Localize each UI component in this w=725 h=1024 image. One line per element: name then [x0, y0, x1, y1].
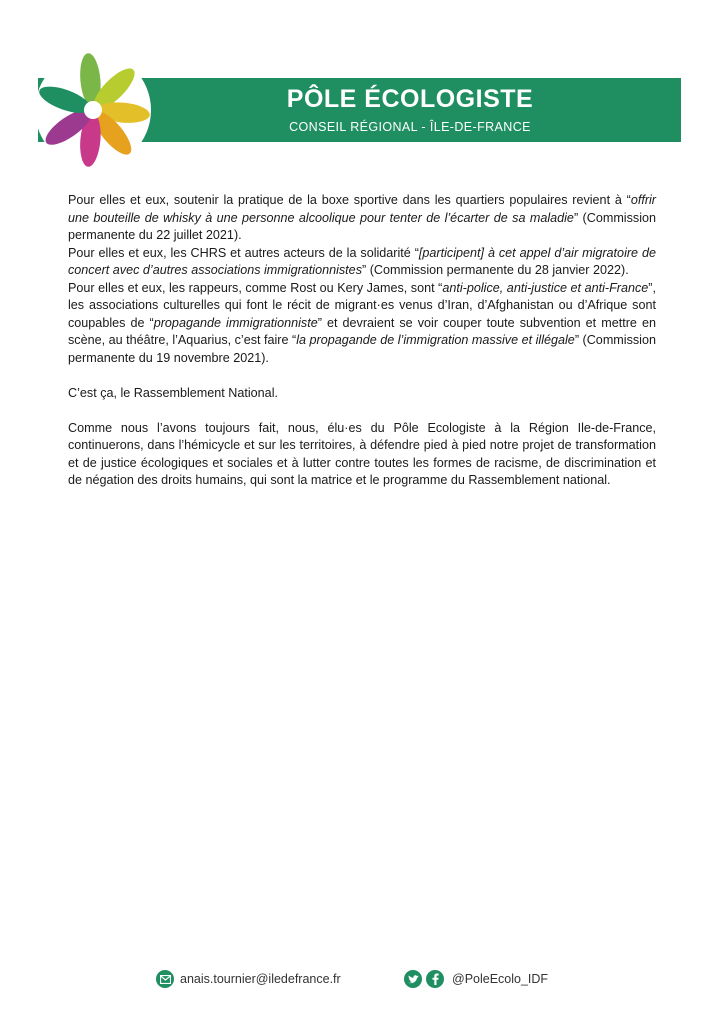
header-title: PÔLE ÉCOLOGISTE	[286, 85, 534, 113]
quote: propagande immigrationniste	[153, 315, 318, 330]
quote: offrir une bouteille de whisky à une personne alcoolique pour tenter de l’écarter de sa maladie	[68, 193, 656, 225]
facebook-icon[interactable]	[426, 970, 444, 988]
footer-email-group	[156, 970, 341, 988]
quote: anti-police, anti-justice et anti-France	[442, 280, 649, 295]
quote: [participent] à cet appel d’air migratoire de concert avec d’autres associations immigrationnistes	[68, 245, 656, 277]
quote: la propagande de l’immigration massive et illégale	[296, 333, 575, 347]
document-body	[68, 192, 656, 490]
flower-logo-icon	[28, 48, 158, 172]
paragraph-rappers: Pour elles et eux, les rappeurs, comme Rost ou Kery James, sont “anti-police, anti-justice et anti-France”, les associations culturelles qui font le récit de migrant·es venus d’Iran, d’Afghanistan ou d’Afrique sont coupables de “propagande immigrationniste” et devraient se voir couper toute subvention et mettre en scène, au théâtre, l’Aquarius, c’est faire “la propagande de l’immigration massive et illégale” (Commission permanente du 19 novembre 2021).	[68, 280, 656, 365]
paragraph-chrs: Pour elles et eux, les CHRS et autres acteurs de la solidarité “[participent] à cet appel d’air migratoire de concert avec d’autres associations immigrationnistes” (Commission permanente du 28 janvier 2022).	[68, 245, 656, 277]
footer-email[interactable]: anais.tournier@iledefrance.fr	[180, 972, 341, 986]
header-subtitle: CONSEIL RÉGIONAL - ÎLE-DE-FRANCE	[289, 120, 531, 134]
paragraph-conclusion: Comme nous l’avons toujours fait, nous, élu·es du Pôle Ecologiste à la Région Ile-de-France, continuerons, dans l’hémicycle et sur les territoires, à défendre pied à pied notre projet de transformation et de justice écologiques et sociales et à lutter contre toutes les formes de racisme, de discrimination et de négation des droits humains, qui sont la matrice et le programme du Rassemblement national.	[68, 420, 656, 487]
mail-icon	[156, 970, 174, 988]
paragraph-boxing: Pour elles et eux, soutenir la pratique de la boxe sportive dans les quartiers populaires revient à “offrir une bouteille de whisky à une personne alcoolique pour tenter de l’écarter de sa maladie” (Commission permanente du 22 juillet 2021).	[68, 193, 657, 242]
footer-social-group	[404, 970, 548, 988]
paragraph-rn: C’est ça, le Rassemblement National.	[68, 385, 278, 400]
footer	[0, 968, 725, 992]
footer-social-handle[interactable]: @PoleEcolo_IDF	[452, 972, 549, 986]
twitter-icon[interactable]	[404, 970, 422, 988]
